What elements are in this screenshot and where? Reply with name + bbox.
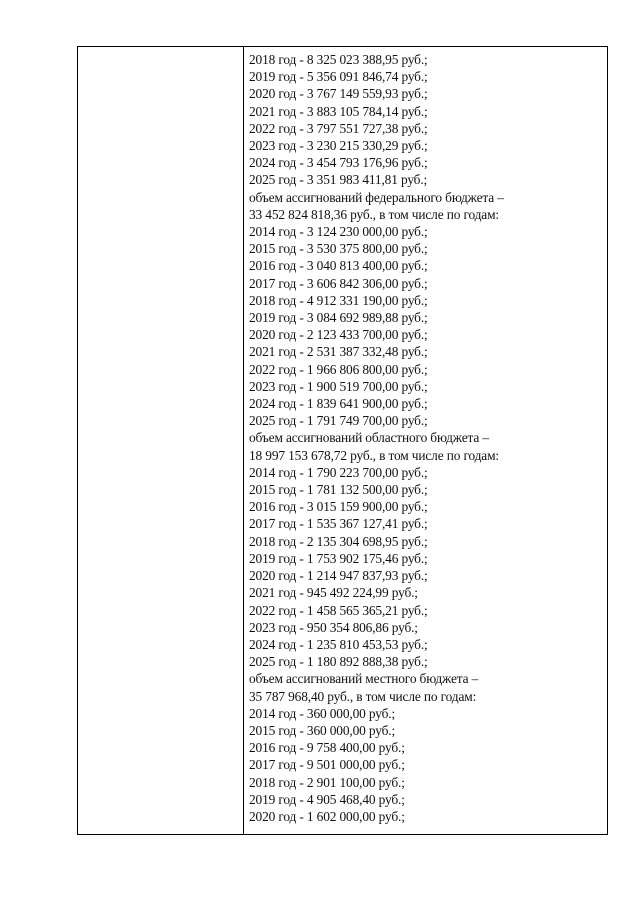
funding-line: 18 997 153 678,72 руб., в том числе по годам: [249,447,499,463]
funding-line: 2025 год - 3 351 983 411,81 руб.; [249,172,428,188]
funding-line: 2018 год - 2 901 100,00 руб.; [249,774,405,790]
funding-line: 2023 год - 1 900 519 700,00 руб.; [249,378,428,394]
funding-table [77,46,608,835]
funding-line: 2020 год - 1 214 947 837,93 руб.; [249,568,428,584]
funding-line: 2019 год - 5 356 091 846,74 руб.; [249,69,428,85]
funding-line: 2023 год - 950 354 806,86 руб.; [249,619,418,635]
funding-line: 2014 год - 1 790 223 700,00 руб.; [249,464,428,480]
funding-line: 2020 год - 1 602 000,00 руб.; [249,808,405,824]
funding-line: 2016 год - 9 758 400,00 руб.; [249,740,405,756]
funding-line: 2024 год - 1 235 810 453,53 руб.; [249,636,428,652]
funding-line: 2016 год - 3 040 813 400,00 руб.; [249,258,428,274]
funding-line: 2025 год - 1 180 892 888,38 руб.; [249,654,428,670]
funding-line: 2024 год - 3 454 793 176,96 руб.; [249,155,428,171]
funding-line: 2016 год - 3 015 159 900,00 руб.; [249,499,428,515]
funding-line: 2021 год - 3 883 105 784,14 руб.; [249,103,428,119]
funding-line: 35 787 968,40 руб., в том числе по годам: [249,688,477,704]
column-divider [243,47,244,834]
funding-line: 2014 год - 360 000,00 руб.; [249,705,396,721]
funding-line: 2021 год - 2 531 387 332,48 руб.; [249,344,428,360]
funding-line: 2014 год - 3 124 230 000,00 руб.; [249,224,428,240]
funding-line: 2022 год - 1 458 565 365,21 руб.; [249,602,428,618]
funding-line: 2025 год - 1 791 749 700,00 руб.; [249,413,428,429]
funding-line: 2017 год - 3 606 842 306,00 руб.; [249,275,428,291]
funding-line: 33 452 824 818,36 руб., в том числе по годам: [249,206,499,222]
funding-line: 2020 год - 2 123 433 700,00 руб.; [249,327,428,343]
funding-line: 2022 год - 3 797 551 727,38 руб.; [249,120,428,136]
funding-line: 2023 год - 3 230 215 330,29 руб.; [249,138,428,154]
funding-line: 2024 год - 1 839 641 900,00 руб.; [249,396,428,412]
funding-line: 2018 год - 8 325 023 388,95 руб.; [249,52,428,67]
funding-line: объем ассигнований местного бюджета – [249,671,479,687]
funding-line: 2019 год - 1 753 902 175,46 руб.; [249,550,428,566]
funding-line: 2019 год - 3 084 692 989,88 руб.; [249,310,428,326]
funding-line: 2021 год - 945 492 224,99 руб.; [249,585,418,601]
funding-line: 2015 год - 3 530 375 800,00 руб.; [249,241,428,257]
funding-line: 2022 год - 1 966 806 800,00 руб.; [249,361,428,377]
table-left-cell [78,47,243,834]
funding-line: 2019 год - 4 905 468,40 руб.; [249,791,405,807]
funding-line: объем ассигнований областного бюджета – [249,430,489,446]
funding-line: 2018 год - 2 135 304 698,95 руб.; [249,533,428,549]
funding-line: 2015 год - 1 781 132 500,00 руб.; [249,482,428,498]
funding-line: 2018 год - 4 912 331 190,00 руб.; [249,292,428,308]
funding-line: объем ассигнований федерального бюджета – [249,189,504,205]
table-right-cell [249,51,603,825]
funding-line: 2015 год - 360 000,00 руб.; [249,722,396,738]
funding-line: 2017 год - 1 535 367 127,41 руб.; [249,516,428,532]
funding-line: 2020 год - 3 767 149 559,93 руб.; [249,86,428,102]
funding-line: 2017 год - 9 501 000,00 руб.; [249,757,405,773]
